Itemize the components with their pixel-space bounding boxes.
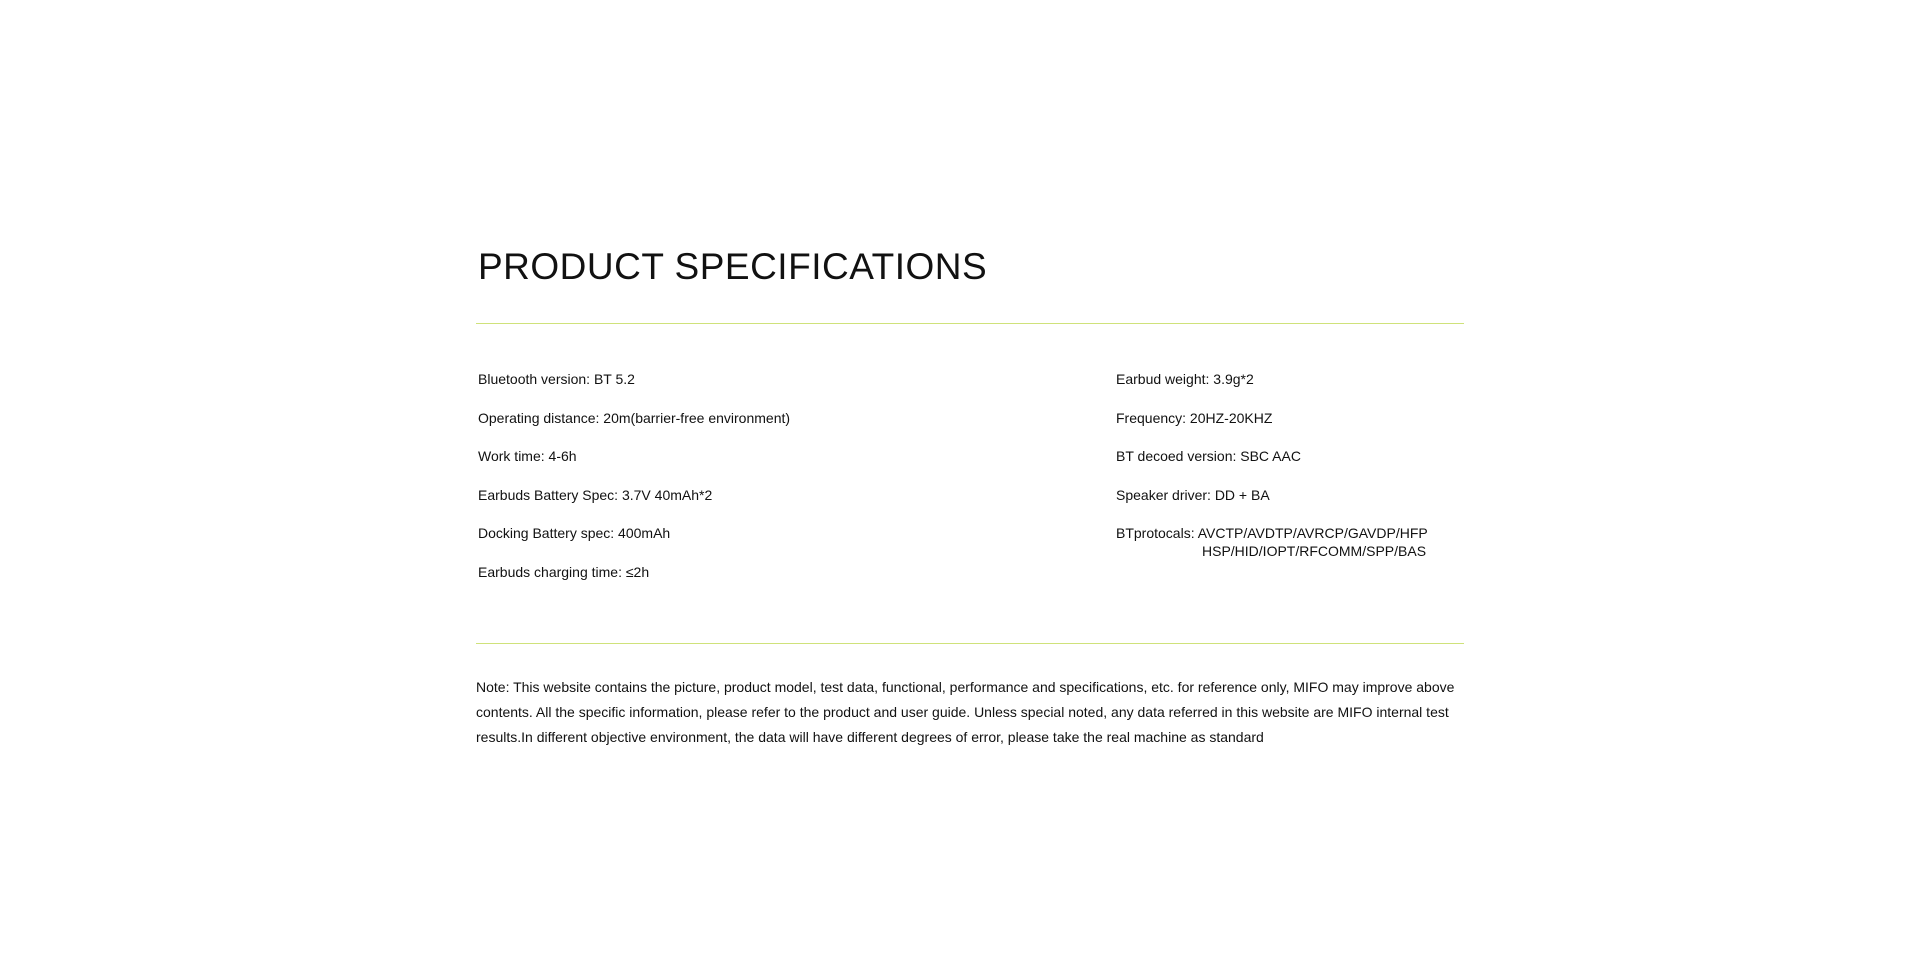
spec-item-earbuds-battery: Earbuds Battery Spec: 3.7V 40mAh*2 xyxy=(478,486,713,503)
bt-protocols-line-1: BTprotocals: AVCTP/AVDTP/AVRCP/GAVDP/HFP xyxy=(1116,525,1428,541)
top-divider xyxy=(476,323,1464,324)
spec-list-left xyxy=(478,370,790,601)
spec-item-frequency: Frequency: 20HZ-20KHZ xyxy=(1116,409,1273,426)
spec-item-bt-decode-version: BT decoed version: SBC AAC xyxy=(1116,448,1301,464)
note-line: results.In different objective environment, the data will have different degrees of error, please take the real machine as standard xyxy=(476,729,1264,745)
spec-item-earbud-weight: Earbud weight: 3.9g*2 xyxy=(1116,371,1254,387)
spec-item-operating-distance: Operating distance: 20m(barrier-free environment) xyxy=(478,409,791,426)
page-title: PRODUCT SPECIFICATIONS xyxy=(478,246,988,287)
disclaimer-note xyxy=(476,675,1476,750)
spec-item-bt-protocols xyxy=(1116,524,1428,563)
bottom-divider xyxy=(476,643,1464,644)
spec-item-docking-battery: Docking Battery spec: 400mAh xyxy=(478,525,671,541)
spec-item-work-time: Work time: 4-6h xyxy=(478,448,577,464)
spec-item-bluetooth-version: Bluetooth version: BT 5.2 xyxy=(478,371,635,387)
note-line: contents. All the specific information, please refer to the product and user guide. Unless special noted, any data referred in this website are MIFO internal test xyxy=(476,704,1449,720)
bt-protocols-line-2: HSP/HID/IOPT/RFCOMM/SPP/BAS xyxy=(1202,543,1427,559)
spec-item-speaker-driver: Speaker driver: DD + BA xyxy=(1116,486,1270,503)
spec-item-charging-time: Earbuds charging time: ≤2h xyxy=(478,563,650,580)
note-line: Note: This website contains the picture, product model, test data, functional, performance and specifications, etc. for reference only, MIFO may improve above xyxy=(476,679,1455,695)
spec-list-right xyxy=(1116,370,1428,563)
